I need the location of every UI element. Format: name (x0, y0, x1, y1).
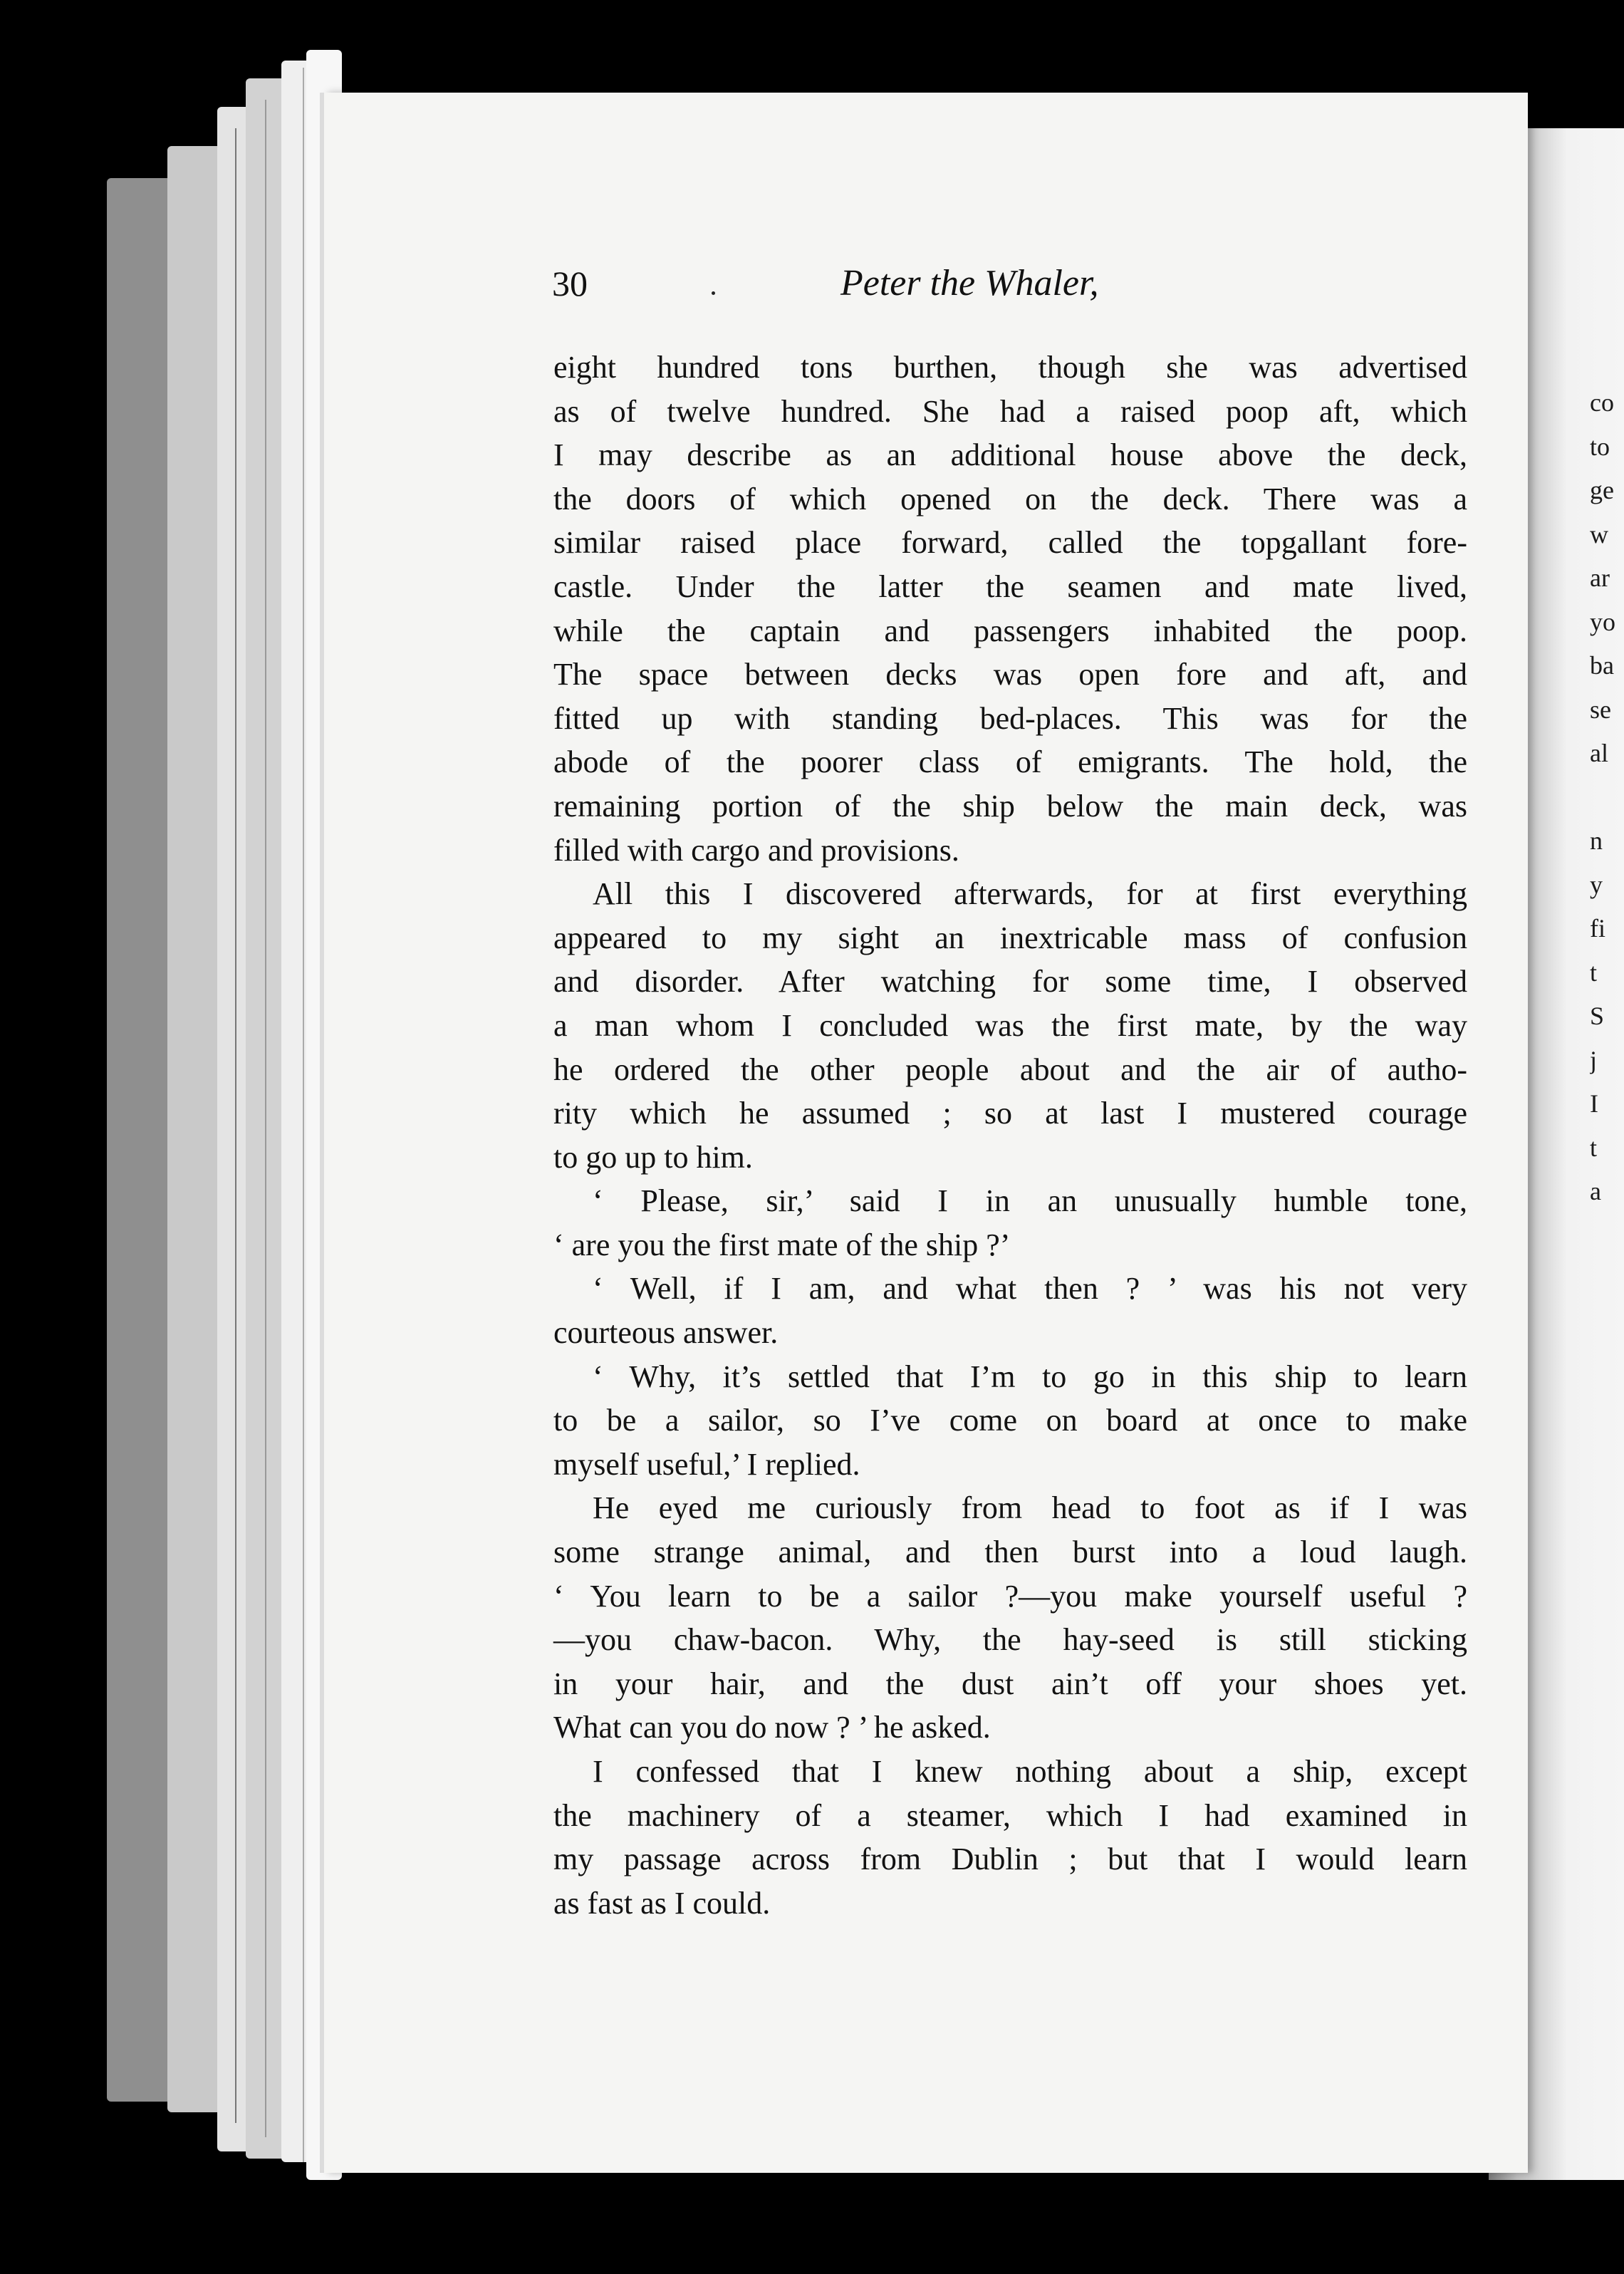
facing-page-fragment: al (1590, 739, 1608, 767)
text-line: ‘ Well, if I am, and what then ? ’ was his not very (593, 1271, 1467, 1307)
text-line: castle. Under the latter the seamen and mate lived, (553, 568, 1467, 604)
text-line: myself useful,’ I replied. (553, 1446, 860, 1482)
text-line: as of twelve hundred. She had a raised poop aft, which (553, 393, 1467, 429)
text-line: fitted up with standing bed-places. This was for the (553, 700, 1467, 736)
facing-page-text (1590, 381, 1624, 1214)
text-line: The space between decks was open fore and aft, and (553, 657, 1467, 692)
facing-page-fragment: j (1590, 1045, 1598, 1074)
text-line: as fast as I could. (553, 1885, 771, 1921)
text-line: He eyed me curiously from head to foot as if I was (593, 1490, 1467, 1526)
text-line: eight hundred tons burthen, though she was advertised (553, 350, 1467, 385)
text-line: he ordered the other people about and the air of autho- (553, 1052, 1467, 1087)
text-line: —you chaw-bacon. Why, the hay-seed is still sticking (553, 1622, 1467, 1658)
text-line: filled with cargo and provisions. (553, 832, 959, 868)
facing-page-fragment: fi (1590, 914, 1605, 943)
text-line: All this I discovered afterwards, for at first everything (593, 876, 1467, 912)
text-line: ‘ Why, it’s settled that I’m to go in this ship to learn (593, 1359, 1467, 1394)
text-line: rity which he assumed ; so at last I mustered courage (553, 1096, 1467, 1131)
facing-page-fragment: se (1590, 695, 1611, 724)
text-line: my passage across from Dublin ; but that I would learn (553, 1842, 1467, 1877)
text-line: ‘ are you the first mate of the ship ?’ (553, 1227, 1011, 1262)
text-line: to go up to him. (553, 1139, 753, 1175)
page-edge-line (265, 100, 266, 2137)
text-line: appeared to my sight an inextricable mass of confusion (553, 920, 1467, 955)
header-dot (712, 291, 715, 295)
facing-page-fragment: a (1590, 1177, 1601, 1205)
text-line: I confessed that I knew nothing about a ship, except (593, 1754, 1467, 1789)
facing-page-fragment: ba (1590, 651, 1614, 680)
text-line: remaining portion of the ship below the main deck, was (553, 788, 1467, 824)
page-number: 30 (552, 264, 588, 303)
running-title: Peter the Whaler, (840, 263, 1099, 303)
text-line: to be a sailor, so I’ve come on board at once to make (553, 1403, 1467, 1438)
text-line: ‘ Please, sir,’ said I in an unusually humble tone, (593, 1183, 1467, 1219)
facing-page-fragment: S (1590, 1002, 1605, 1030)
text-line: courteous answer. (553, 1315, 779, 1351)
text-line: similar raised place forward, called the topgallant fore- (553, 525, 1467, 561)
text-line: a man whom I concluded was the first mate, by the way (553, 1007, 1467, 1043)
text-line: some strange animal, and then burst into a loud laugh. (553, 1535, 1467, 1570)
facing-page-fragment: w (1590, 519, 1608, 549)
text-line: the doors of which opened on the deck. There was a (553, 481, 1467, 516)
facing-page-fragment: ar (1590, 564, 1610, 592)
facing-page-fragment: yo (1590, 607, 1615, 636)
text-line: while the captain and passengers inhabited the poop. (553, 613, 1467, 648)
facing-page-fragment: co (1590, 388, 1614, 417)
facing-page-fragment (1590, 776, 1624, 820)
facing-page-fragment: n (1590, 826, 1603, 855)
page-header (552, 259, 1471, 308)
facing-page-fragment: t (1590, 1133, 1598, 1162)
text-line: abode of the poorer class of emigrants. The hold, the (553, 744, 1467, 780)
text-line: I may describe as an additional house above the deck, (553, 437, 1467, 473)
facing-page-fragment: to (1590, 432, 1610, 461)
text-line: What can you do now ? ’ he asked. (553, 1710, 991, 1745)
page-body (553, 346, 1467, 1925)
text-line: ‘ You learn to be a sailor ?—you make yourself useful ? (553, 1578, 1467, 1614)
facing-page-fragment: ge (1590, 476, 1614, 504)
text-line: in your hair, and the dust ain’t off your shoes yet. (553, 1666, 1467, 1701)
page-edge-line (303, 68, 304, 2162)
text-line: and disorder. After watching for some time, I observed (553, 964, 1467, 1000)
facing-page-fragment: t (1590, 957, 1598, 987)
text-line: the machinery of a steamer, which I had examined in (553, 1797, 1467, 1833)
facing-page-fragment: I (1590, 1089, 1598, 1118)
facing-page-fragment: y (1590, 870, 1603, 899)
page-edge-line (235, 128, 236, 2123)
